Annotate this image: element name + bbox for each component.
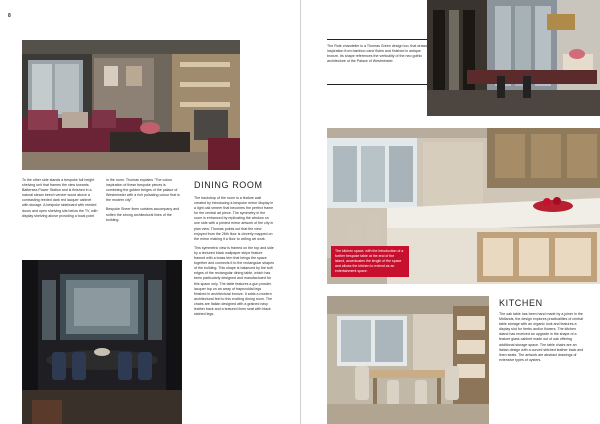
living-text-column-2 — [106, 178, 182, 227]
paragraph: This symmetric view is framed on the top and side by a textured black wallpaper stripe feature framed with a brass trim that brings the space together and connects it to the rectangular shapes of the building. This shape is balanced by the soft edges of the rectangular dining table, which has been particularly designed and manufactured for this space only. The table features a gun powder lacquer top on an array of trapezoidal legs finished in architectural bronze. It adds a modern architectural feel to this exciting dining room. The chairs are Italian designed with a grained navy leather back and a textured linen seat with black stained legs. — [194, 245, 274, 317]
kitchen-text-column — [499, 312, 585, 367]
paragraph: The oak table has been hand made by a joiner in the Midlands, the design explores practicalities of central table storage with an organic look and features a display slot for herbs and/or flowers. The kitchen island has received an upgrade in the shape of a feature glass cabinet made out of oak offering additional storage space. The table chairs are an Italian design with a curved stitched leather back and linen seats. The artwork are abstract drawings of extensive types of oysters. — [499, 312, 584, 362]
dining-corridor-photo — [427, 0, 600, 116]
page-number: 8 — [8, 13, 11, 19]
paragraph: in the room. Thomas explains "The colour inspiration of these bespoke pieces is combining the golden beiges of the palace of Westminster with a rich pulsating colour that is the modern city". — [106, 178, 180, 203]
dining-room-photo — [22, 260, 182, 424]
kitchen-caption-box — [331, 246, 409, 277]
kitchen-heading: KITCHEN — [499, 298, 543, 308]
caption-rule-top — [327, 39, 427, 40]
paragraph: Bespoke Sheer linen curtains accompany and soften the strong architectural lines of the building. — [106, 207, 180, 222]
living-room-photo — [22, 40, 240, 170]
chandelier-caption — [327, 44, 427, 68]
dining-room-heading: DINING ROOM — [194, 180, 263, 190]
living-text-column-1 — [22, 178, 98, 223]
paragraph: To the other side stands a bespoke full height shelving unit that frames the view towards Battersea Power Station and is finished in a natural steam beech veneer wood above a contrasting reeded dark red lacquer cabinet with storage. A bespoke sideboard with reeded doors and open shelving sits below the TV, with display shelving above providing a focal point — [22, 178, 98, 218]
caption-rule-bottom — [327, 84, 427, 85]
right-page — [300, 0, 600, 424]
caption-text: The Rute chandelier is a Thomas Green design too, that draws inspiration from bamboo cane flutes and finished in antique bronze. Its shape references the verticality of the neo gothic architecture of the Palace of Westminster. — [327, 44, 428, 64]
caption-text: The kitchen space, with the introduction of a further bespoke table at the end of the island, accentuates the length of the space and allows the kitchen to extend as an entertainment space. — [335, 249, 404, 273]
kitchen-table-photo — [327, 296, 489, 424]
dining-text-column — [194, 196, 274, 321]
paragraph: The backdrop of the room is a feature wall created by introducing a bespoke mirror display in a light oak veneer that becomes the perfect frame for the central art piece. The symmetry in the room is enhanced by replicating the window on one side with a printed mirror artwork of the city in plan view. Thomas points out that the view enjoyed from the 26th floor is cleverly mapped on the mirror making it a floor to ceiling art work. — [194, 196, 274, 241]
